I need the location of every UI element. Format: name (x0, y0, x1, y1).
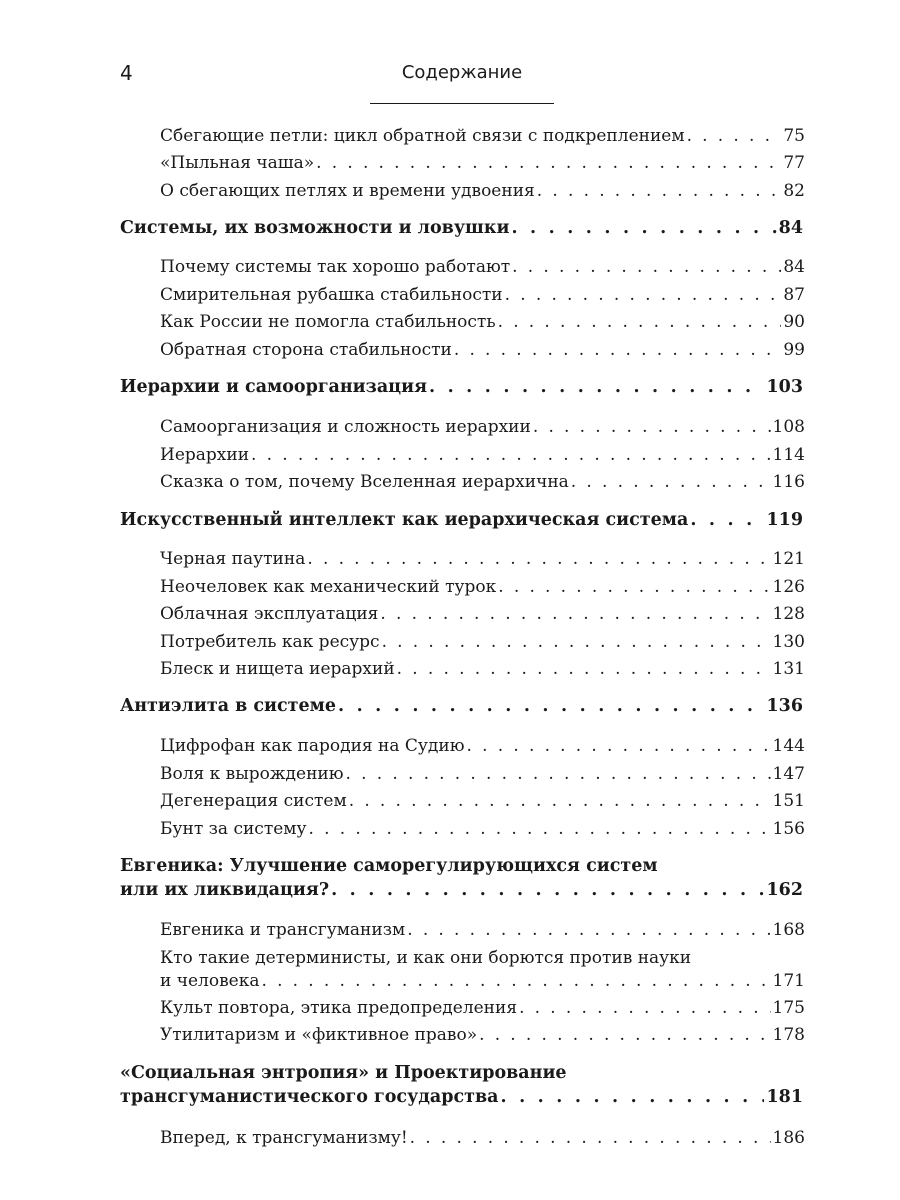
toc-entry-page: 121 (772, 549, 805, 569)
toc-entry[interactable] (160, 122, 805, 150)
toc-entry-title: Евгеника и трансгуманизм (160, 920, 406, 940)
toc-entry-page: 108 (772, 417, 805, 437)
dot-leader (467, 732, 771, 760)
toc-entry-page: 84 (783, 257, 805, 277)
chapter-entry[interactable] (120, 373, 803, 401)
chapter-entry-title: трансгуманистического государства (120, 1087, 499, 1107)
toc-entry-page: 99 (783, 340, 805, 360)
chapter-entry[interactable] (120, 692, 803, 720)
toc-entry-page: 147 (772, 764, 805, 784)
dot-leader (501, 1083, 765, 1111)
toc-entry[interactable] (160, 308, 805, 336)
toc-entry-page: 156 (772, 819, 805, 839)
toc-entry-page: 186 (772, 1128, 805, 1148)
toc-entry[interactable] (160, 1124, 805, 1152)
dot-leader (512, 253, 781, 281)
dot-leader (338, 692, 764, 720)
toc-entry[interactable] (160, 994, 805, 1022)
chapter-entry-page: 84 (778, 218, 803, 238)
toc-entry-title: Облачная эксплуатация (160, 604, 379, 624)
toc-entry[interactable] (160, 655, 805, 683)
toc-entry[interactable] (160, 732, 805, 760)
toc-entry-title-line: Кто такие детерминисты, и как они борются против науки (160, 948, 692, 968)
toc-entry-title: Культ повтора, этика предопределения (160, 998, 518, 1018)
chapter-title-line: Евгеника: Улучшение саморегулирующихся систем (120, 856, 658, 876)
toc-entry-title: Бунт за систему (160, 819, 307, 839)
dot-leader (687, 122, 782, 150)
toc-entry-title: Неочеловек как механический турок (160, 577, 497, 597)
toc-entry[interactable] (160, 336, 805, 364)
chapter-entry-page: 103 (766, 377, 803, 397)
toc-entry-title: Вперед, к трансгуманизму! (160, 1128, 408, 1148)
chapter-entry-page: 136 (766, 696, 803, 716)
toc-entry[interactable] (160, 815, 805, 843)
dot-leader (498, 308, 782, 336)
dot-leader (346, 760, 771, 788)
toc-entry-page: 77 (783, 153, 805, 173)
toc-entry[interactable] (160, 1021, 805, 1049)
toc-entry[interactable] (160, 787, 805, 815)
toc-entry[interactable] (160, 441, 805, 469)
chapter-entry-page: 181 (766, 1087, 803, 1107)
toc-entry[interactable] (160, 468, 805, 496)
chapter-entry[interactable] (120, 506, 803, 534)
toc-entry-title: О сбегающих петлях и времени удвоения (160, 181, 535, 201)
toc-entry-title: Обратная сторона стабильности (160, 340, 452, 360)
toc-entry-page: 151 (772, 791, 805, 811)
toc-entry[interactable] (160, 600, 805, 628)
chapter-entry-title: Антиэлита в системе (120, 696, 336, 716)
chapter-entry-page: 119 (766, 510, 803, 530)
toc-entry-title: Сбегающие петли: цикл обратной связи с подкреплением (160, 126, 685, 146)
toc-entry-title: Дегенерация систем (160, 791, 347, 811)
toc-entry-page: 130 (772, 632, 805, 652)
toc-entry[interactable] (160, 413, 805, 441)
dot-leader (454, 336, 782, 364)
toc-entry-page: 75 (783, 126, 805, 146)
chapter-entry-title: Искусственный интеллект как иерархическая система (120, 510, 689, 530)
toc-entry-page: 178 (772, 1025, 805, 1045)
toc-entry-page: 144 (772, 736, 805, 756)
chapter-entry-page: 162 (766, 880, 803, 900)
toc-entry[interactable] (160, 177, 805, 205)
toc-entry-title: Иерархии (160, 445, 250, 465)
chapter-entry[interactable] (120, 1083, 803, 1111)
toc-entry-page: 171 (772, 971, 805, 991)
toc-entry-page: 82 (783, 181, 805, 201)
toc-entry[interactable] (160, 573, 805, 601)
toc-entry[interactable] (160, 916, 805, 944)
dot-leader (309, 815, 771, 843)
dot-leader (571, 468, 771, 496)
chapter-title-line: «Социальная энтропия» и Проектирование (120, 1063, 567, 1083)
dot-leader (380, 600, 770, 628)
dot-leader (307, 545, 770, 573)
dot-leader (519, 994, 770, 1022)
dot-leader (349, 787, 771, 815)
toc-entry[interactable] (160, 760, 805, 788)
dot-leader (479, 1021, 770, 1049)
dot-leader (410, 1124, 771, 1152)
toc-entry-title: Смирительная рубашка стабильности (160, 285, 503, 305)
dot-leader (331, 876, 764, 904)
header-rule (370, 103, 554, 104)
toc-entry[interactable] (160, 281, 805, 309)
toc-entry-page: 114 (772, 445, 805, 465)
toc-entry-title: Сказка о том, почему Вселенная иерархична (160, 472, 569, 492)
toc-entry-page: 126 (772, 577, 805, 597)
toc-entry-title: Почему системы так хорошо работают (160, 257, 511, 277)
toc-entry[interactable] (160, 149, 805, 177)
page-number: 4 (120, 61, 133, 85)
toc-entry-page: 175 (772, 998, 805, 1018)
dot-leader (690, 506, 764, 534)
dot-leader (429, 373, 764, 401)
toc-entry-page: 90 (783, 312, 805, 332)
toc-entry[interactable] (160, 628, 805, 656)
toc-entry[interactable] (160, 545, 805, 573)
toc-entry-title: Цифрофан как пародия на Судию (160, 736, 465, 756)
toc-entry-title: Воля к вырождению (160, 764, 344, 784)
running-head: Содержание (401, 62, 523, 83)
dot-leader (511, 214, 776, 242)
toc-entry-title: Как России не помогла стабильность (160, 312, 496, 332)
toc-entry[interactable] (160, 253, 805, 281)
toc-entry-page: 131 (772, 659, 805, 679)
toc-entry-title: Черная паутина (160, 549, 306, 569)
toc-entry-page: 128 (772, 604, 805, 624)
toc-entry-title: Потребитель как ресурс (160, 632, 380, 652)
dot-leader (251, 441, 771, 469)
chapter-entry-title: Иерархии и самоорганизация (120, 377, 428, 397)
chapter-entry[interactable] (120, 876, 803, 904)
toc-entry-title: Блеск и нищета иерархий (160, 659, 395, 679)
dot-leader (533, 413, 771, 441)
dot-leader (382, 628, 771, 656)
dot-leader (537, 177, 782, 205)
chapter-entry-title: или их ликвидация? (120, 880, 330, 900)
toc-entry-page: 168 (772, 920, 805, 940)
toc-entry-title: «Пыльная чаша» (160, 153, 315, 173)
dot-leader (407, 916, 770, 944)
toc-entry[interactable] (160, 967, 805, 995)
toc-entry-title: Утилитаризм и «фиктивное право» (160, 1025, 478, 1045)
dot-leader (505, 281, 782, 309)
toc-entry-page: 116 (772, 472, 805, 492)
dot-leader (498, 573, 770, 601)
dot-leader (397, 655, 771, 683)
toc-entry-page: 87 (783, 285, 805, 305)
toc-entry-title: Самоорганизация и сложность иерархии (160, 417, 531, 437)
toc-entry-title: и человека (160, 971, 260, 991)
chapter-entry[interactable] (120, 214, 803, 242)
dot-leader (261, 967, 770, 995)
dot-leader (316, 149, 781, 177)
chapter-entry-title: Системы, их возможности и ловушки (120, 218, 510, 238)
